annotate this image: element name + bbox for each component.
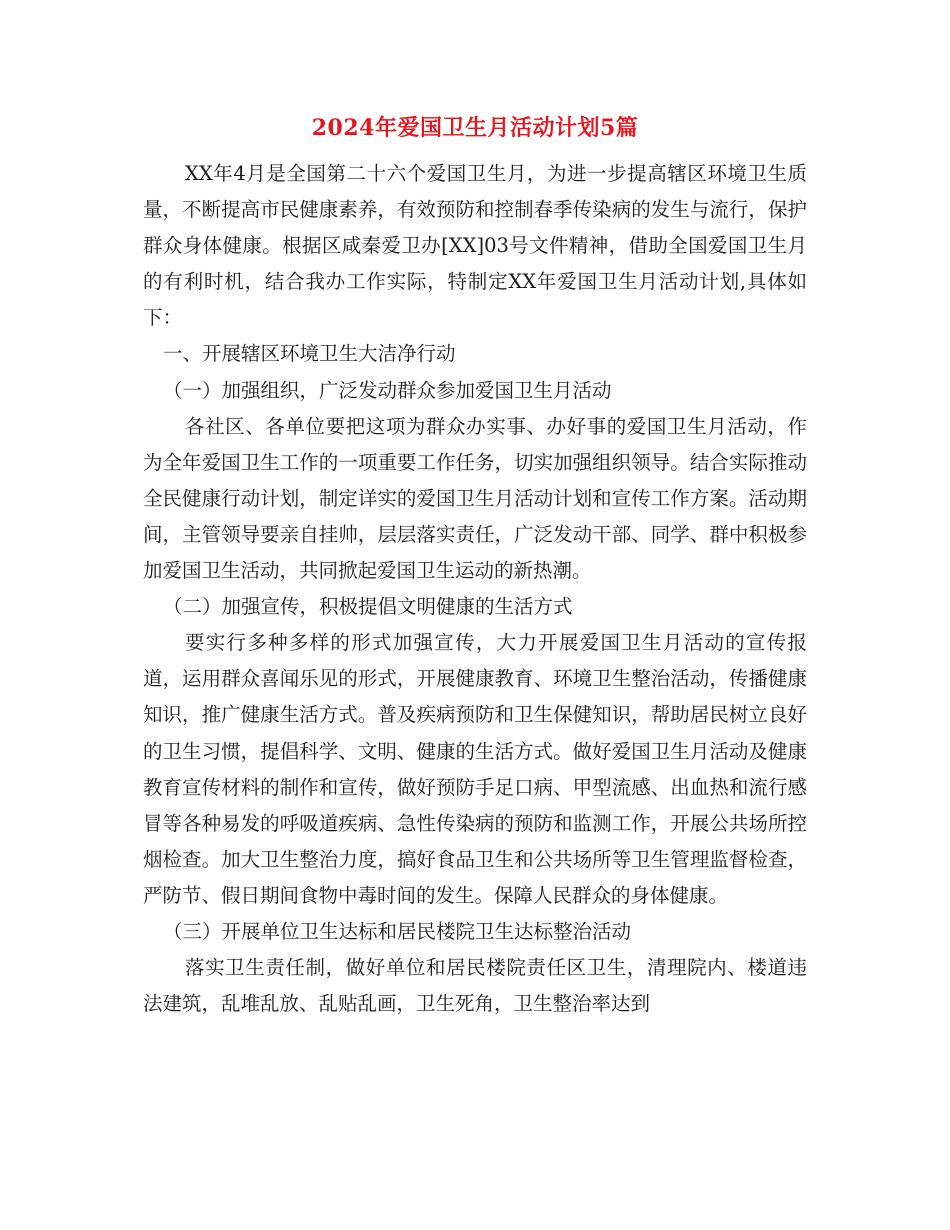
paragraph-organization: 各社区、各单位要把这项为群众办实事、办好事的爱国卫生月活动，作为全年爱国卫生工作的一项重要工作任务，切实加强组织领导。结合实际推动全民健康行动计划，制定详实的爱国卫生月活动计划和宣传工作方案。活动期间，主管领导要亲自挂帅，层层落实责任，广泛发动干部、同学、群中积极参加爱国卫生活动，共同掀起爱国卫生运动的新热潮。: [143, 414, 807, 583]
paragraph-responsibility: 落实卫生责任制，做好单位和居民楼院责任区卫生，清理院内、楼道违法建筑，乱堆乱放、乱贴乱画，卫生死角，卫生整治率达到: [143, 956, 807, 1016]
subsection-heading-3: （三）开展单位卫生达标和居民楼院卫生达标整治活动: [163, 919, 632, 943]
subsection-heading-1: （一）加强组织，广泛发动群众参加爱国卫生月活动: [163, 378, 612, 402]
section-heading-1: 一、开展辖区环境卫生大洁净行动: [163, 342, 456, 366]
intro-paragraph: XX年4月是全国第二十六个爱国卫生月，为进一步提高辖区环境卫生质量，不断提高市民健康素养，有效预防和控制春季传染病的发生与流行，保护群众身体健康。根据区咸秦爱卫办[XX]03号文件精神，借助全国爱国卫生月的有利时机，结合我办工作实际，特制定XX年爱国卫生月活动计划,具体如下：: [143, 162, 807, 330]
subsection-heading-2: （二）加强宣传，积极提倡文明健康的生活方式: [163, 595, 573, 619]
document-body: [143, 156, 807, 1022]
document-title: 2024年爱国卫生月活动计划5篇: [311, 115, 639, 141]
paragraph-publicity: 要实行多种多样的形式加强宣传，大力开展爱国卫生月活动的宣传报道，运用群众喜闻乐见的形式，开展健康教育、环境卫生整治活动，传播健康知识，推广健康生活方式。普及疾病预防和卫生保健知识，帮助居民树立良好的卫生习惯，提倡科学、文明、健康的生活方式。做好爱国卫生月活动及健康教育宣传材料的制作和宣传，做好预防手足口病、甲型流感、出血热和流行感冒等各种易发的呼吸道疾病、急性传染病的预防和监测工作，开展公共场所控烟检查。加大卫生整治力度，搞好食品卫生和公共场所等卫生管理监督检查，严防节、假日期间食物中毒时间的发生。保障人民群众的身体健康。: [143, 631, 807, 907]
